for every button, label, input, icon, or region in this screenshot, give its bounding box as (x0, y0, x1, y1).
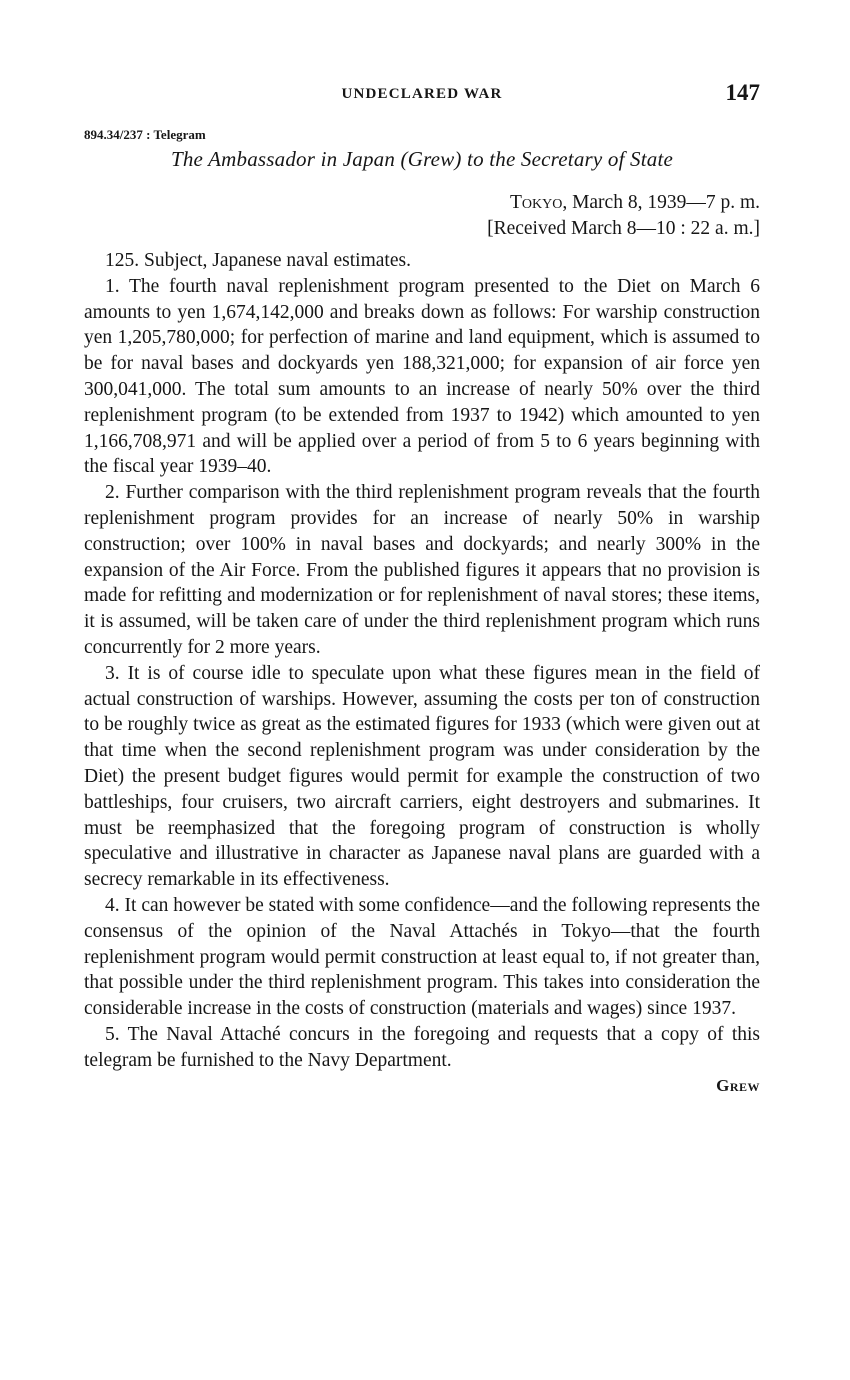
document-page (84, 80, 760, 1096)
running-head (84, 80, 760, 114)
page-number: 147 (725, 80, 760, 105)
document-heading: The Ambassador in Japan (Grew) to the Secretary of State (170, 147, 674, 171)
dateline-date: , March 8, 1939—7 p. m. (562, 192, 760, 213)
paragraph-3: 3. It is of course idle to speculate upon what these figures mean in the field of actual construction of warships. However, assuming the costs per ton of construction to be roughly twice as great as the estimated figures for 1933 (which were given out at that time when the second replenishment program was under consideration by the Diet) the present budget figures would permit for example the construction of two battleships, four cruisers, two aircraft carriers, eight destroyers and submarines. It must be reemphasized that the foregoing program of construction is wholly speculative and illustrative in character as Japanese naval plans are guarded with a secrecy remarkable in its effectiveness. (84, 662, 760, 891)
dateline-place: Tokyo (509, 192, 563, 213)
paragraph-subject: 125. Subject, Japanese naval estimates. (105, 250, 411, 271)
paragraph-2: 2. Further comparison with the third replenishment program reveals that the fourth replenishment program provides for an increase of nearly 50% in warship construction; over 100% in naval bases and dockyards; and nearly 300% in the expansion of the Air Force. From the published figures it appears that no provision is made for refitting and modernization or for replenishment of naval stores; these items, it is assumed, will be taken care of under the third replenishment program which runs concurrently for 2 more years. (84, 482, 760, 658)
signature: Grew (716, 1075, 760, 1095)
dateline (84, 190, 760, 242)
telegram-body (84, 248, 760, 1074)
file-reference: 894.34/237 : Telegram (84, 127, 206, 142)
dateline-received: [Received March 8—10 : 22 a. m.] (487, 218, 760, 239)
paragraph-5: 5. The Naval Attaché concurs in the foregoing and requests that a copy of this telegram be furnished to the Navy Department. (84, 1023, 760, 1071)
paragraph-4: 4. It can however be stated with some confidence—and the following represents the consensus of the opinion of the Naval Attachés in Tokyo—that the fourth replenishment program would permit construction at least equal to, if not greater than, that possible under the third replenishment program. This takes into consideration the considerable increase in the costs of construction (materials and wages) since 1937. (84, 894, 760, 1020)
paragraph-1: 1. The fourth naval replenishment program presented to the Diet on March 6 amounts to yen 1,674,142,000 and breaks down as follows: For warship construction yen 1,205,780,000; for perfection of marine and land equipment, which is assumed to be for naval bases and dockyards yen 188,321,000; for expansion of air force yen 300,041,000. The total sum amounts to an increase of nearly 50% over the third replenishment program (to be extended from 1937 to 1942) which amounted to yen 1,166,708,971 and will be applied over a period of from 5 to 6 years beginning with the fiscal year 1939–40. (84, 275, 760, 478)
dateline-sent (84, 190, 760, 216)
running-title: UNDECLARED WAR (341, 86, 503, 102)
